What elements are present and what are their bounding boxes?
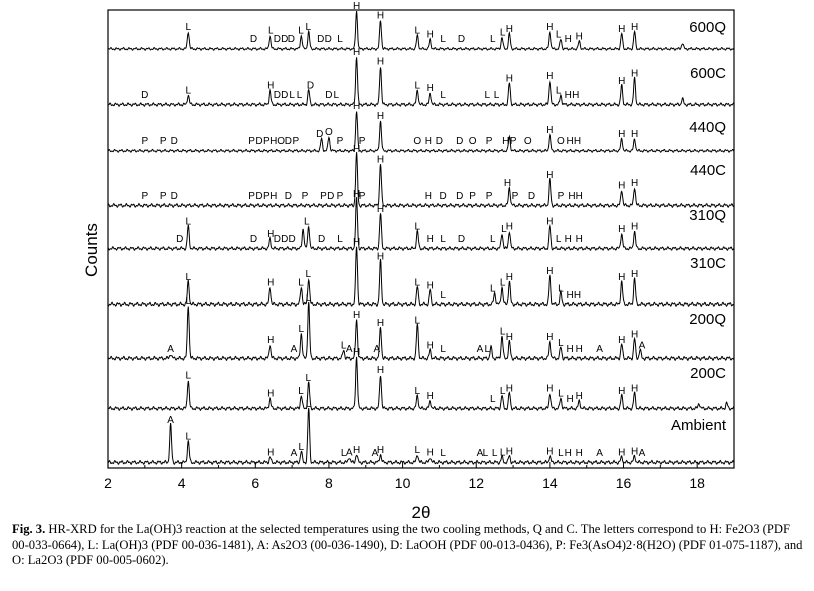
phase-label: O xyxy=(523,136,532,147)
phase-label: L xyxy=(185,431,192,443)
phase-label: H xyxy=(376,251,385,263)
phase-label: H xyxy=(546,71,554,82)
phase-label: L xyxy=(499,27,506,39)
phase-label: L xyxy=(490,283,496,295)
x-tick-label: 18 xyxy=(689,475,705,491)
phase-label: L xyxy=(490,234,496,245)
phase-label: L xyxy=(490,34,496,45)
sample-names xyxy=(671,19,727,434)
figure-caption-label: Fig. 3. xyxy=(12,522,46,536)
phase-label: P xyxy=(485,136,493,147)
phase-label: D xyxy=(317,234,326,245)
phase-label: H xyxy=(573,136,582,147)
phase-label: A xyxy=(371,448,379,459)
phase-label: L xyxy=(499,326,506,338)
phase-label: D xyxy=(273,234,282,245)
phase-label: L xyxy=(440,448,446,459)
phase-label: H xyxy=(546,446,554,458)
phase-label: H xyxy=(630,221,639,233)
phase-label: L xyxy=(298,442,305,454)
phase-label: H xyxy=(426,234,434,245)
phase-label: P xyxy=(358,136,366,147)
phase-label: H xyxy=(630,446,639,458)
phase-label: H xyxy=(503,177,512,189)
phase-label: D xyxy=(281,34,289,45)
phase-label: H xyxy=(267,229,275,240)
phase-label: H xyxy=(564,448,572,459)
phase-label: H xyxy=(270,191,278,202)
plot-frame xyxy=(108,10,734,468)
phase-label: H xyxy=(352,347,361,358)
phase-label: H xyxy=(352,444,361,456)
phase-label: H xyxy=(352,309,361,321)
phase-label: L xyxy=(185,370,192,382)
phase-label: H xyxy=(564,234,572,245)
phase-label: H xyxy=(566,136,574,147)
phase-label: D xyxy=(325,90,333,101)
phase-label: H xyxy=(426,280,434,292)
phase-label: L xyxy=(296,90,303,101)
phase-label: P xyxy=(557,191,565,202)
phase-label: L xyxy=(414,315,421,327)
phase-label: D xyxy=(456,191,464,202)
phase-label: L xyxy=(305,21,312,33)
phase-label: H xyxy=(618,447,626,459)
phase-label: P xyxy=(248,136,255,147)
phase-label: L xyxy=(185,271,192,283)
phase-label: H xyxy=(575,391,583,403)
phase-label: D xyxy=(439,191,447,202)
phase-label: L xyxy=(440,34,446,45)
phase-label: H xyxy=(376,365,385,377)
phase-label: D xyxy=(287,34,296,45)
phase-label: H xyxy=(352,237,361,248)
phase-label: H xyxy=(546,170,554,181)
phase-label: P xyxy=(159,136,167,147)
phase-label: H xyxy=(630,268,639,280)
phase-label: L xyxy=(499,277,506,289)
phase-label: L xyxy=(414,386,421,397)
phase-label: L xyxy=(305,399,312,410)
phase-label: H xyxy=(352,47,361,58)
x-tick-label: 8 xyxy=(325,475,333,491)
sample-name-440c: 440C xyxy=(690,162,726,179)
diffraction-traces xyxy=(108,11,734,464)
phase-label: L xyxy=(298,25,304,37)
x-axis-label: 2θ xyxy=(411,503,431,520)
x-tick-label: 2 xyxy=(104,475,112,491)
phase-label: H xyxy=(352,189,361,200)
phase-label: O xyxy=(468,136,477,147)
phase-label: O xyxy=(413,136,422,147)
phase-label: H xyxy=(575,191,583,202)
phase-label: D xyxy=(527,191,536,202)
phase-label: H xyxy=(426,447,434,459)
sample-name-200c: 200C xyxy=(690,365,726,382)
phase-label: L xyxy=(414,444,421,456)
phase-labels xyxy=(141,1,645,459)
phase-label: H xyxy=(630,329,639,341)
phase-label: P xyxy=(511,191,519,202)
phase-label: L xyxy=(490,394,496,405)
trace-600q xyxy=(108,11,734,50)
phase-label: P xyxy=(141,191,149,202)
phase-label: H xyxy=(352,101,361,112)
phase-label: H xyxy=(630,129,639,140)
phase-label: L xyxy=(558,337,564,349)
sample-name-600q: 600Q xyxy=(689,19,726,36)
x-tick-label: 6 xyxy=(251,475,260,491)
phase-label: L xyxy=(268,25,274,37)
phase-label: L xyxy=(555,29,562,41)
phase-label: P xyxy=(248,191,255,202)
phase-label: H xyxy=(376,444,385,456)
y-axis-label: Counts xyxy=(82,223,101,277)
phase-label: D xyxy=(170,191,178,202)
phase-label: A xyxy=(290,344,298,355)
phase-label: H xyxy=(618,75,626,87)
phase-label: L xyxy=(305,373,312,384)
phase-label: O xyxy=(557,136,565,147)
phase-label: D xyxy=(170,136,178,147)
phase-label: L xyxy=(491,448,498,459)
sample-name-600c: 600C xyxy=(690,65,726,82)
phase-label: H xyxy=(546,383,554,395)
x-tick-label: 4 xyxy=(177,475,186,491)
phase-label: L xyxy=(340,448,347,459)
x-tick-label: 12 xyxy=(468,475,485,491)
phase-label: H xyxy=(376,56,385,68)
phase-label: L xyxy=(499,447,506,459)
phase-label: H xyxy=(575,31,583,43)
phase-label: O xyxy=(277,136,285,147)
phase-label: L xyxy=(333,90,340,101)
phase-label: H xyxy=(376,318,385,330)
phase-label: D xyxy=(273,34,282,45)
phase-label: P xyxy=(262,136,270,147)
phase-label: D xyxy=(288,234,296,245)
phase-label: H xyxy=(566,344,574,355)
phase-label: L xyxy=(305,293,312,304)
phase-label: H xyxy=(566,290,574,301)
phase-label: H xyxy=(546,125,554,136)
phase-label: P xyxy=(262,191,270,202)
phase-label: H xyxy=(630,177,639,189)
phase-label: L xyxy=(499,386,506,397)
phase-label: D xyxy=(457,34,466,45)
phase-label: H xyxy=(618,335,626,346)
phase-label: H xyxy=(630,68,639,80)
phase-label: D xyxy=(176,234,184,245)
phase-label: H xyxy=(426,83,434,94)
phase-label: L xyxy=(555,85,562,97)
phase-label: P xyxy=(509,136,517,147)
phase-label: H xyxy=(426,391,434,403)
phase-label: D xyxy=(281,234,289,245)
sample-name-ambient: Ambient xyxy=(670,417,726,434)
phase-label: A xyxy=(167,344,174,355)
phase-label: A xyxy=(638,448,646,459)
phase-label: L xyxy=(440,90,446,101)
phase-label: L xyxy=(558,283,564,295)
phase-label: L xyxy=(501,224,507,235)
phase-label: L xyxy=(440,344,446,355)
phase-label: H xyxy=(573,290,582,301)
phase-label: A xyxy=(345,447,353,459)
phase-label: P xyxy=(141,136,149,147)
phase-label: D xyxy=(457,234,466,245)
phase-label: A xyxy=(596,344,603,355)
phase-label: H xyxy=(575,234,583,245)
x-tick-label: 10 xyxy=(394,475,411,491)
phase-label: L xyxy=(414,80,421,92)
phase-label: P xyxy=(358,191,366,202)
phase-label: D xyxy=(456,136,464,147)
phase-label: H xyxy=(376,154,385,166)
phase-label: L xyxy=(414,25,421,37)
phase-label: H xyxy=(618,224,626,235)
figure-caption-text: HR-XRD for the La(OH)3 reaction at the selected temperatures using the two cooling methods, Q and C. The letters correspond to H: Fe2O3 (PDF 00-033-0664), L: La(OH)3 (PDF 00-036-1481), A: As2O3 (00-036-1490), D: LaOOH (PDF 00-013-0436), P: Fe3(AsO4)2·8(H2O) (PDF 01-075-1187), and O: La2O3 (PDF 00-005-0602). xyxy=(12,522,803,567)
phase-label: L xyxy=(484,344,491,355)
phase-label: P xyxy=(301,191,309,202)
phase-label: P xyxy=(159,191,167,202)
phase-label: P xyxy=(336,191,344,202)
phase-label: H xyxy=(352,1,361,12)
phase-label: L xyxy=(440,290,446,301)
phase-label: D xyxy=(249,34,258,45)
phase-label: H xyxy=(568,191,576,202)
phase-label: L xyxy=(337,234,343,245)
phase-label: H xyxy=(618,386,626,397)
phase-label: L xyxy=(185,216,192,228)
phase-label: H xyxy=(618,180,626,192)
phase-label: H xyxy=(505,221,514,233)
phase-label: H xyxy=(575,344,583,355)
phase-label: P xyxy=(469,191,476,202)
phase-label: H xyxy=(546,332,554,344)
phase-label: H xyxy=(376,111,385,122)
phase-label: H xyxy=(575,448,583,459)
phase-label: H xyxy=(270,136,278,147)
phase-label: H xyxy=(267,447,275,459)
phase-label: L xyxy=(440,234,446,245)
phase-label: D xyxy=(435,136,444,147)
phase-label: D xyxy=(281,90,289,101)
phase-label: H xyxy=(566,394,574,405)
phase-label: H xyxy=(564,34,572,45)
phase-label: L xyxy=(414,277,421,289)
phase-label: H xyxy=(546,216,554,228)
trace-600c xyxy=(108,57,734,106)
phase-label: H xyxy=(618,271,626,283)
trace-440c xyxy=(108,152,734,207)
phase-label: P xyxy=(320,191,327,202)
sample-name-310q: 310Q xyxy=(689,207,726,224)
sample-name-440q: 440Q xyxy=(689,119,726,136)
phase-label: L xyxy=(185,85,192,97)
phase-label: A xyxy=(476,448,484,459)
phase-label: A xyxy=(373,344,381,355)
phase-label: L xyxy=(304,216,310,228)
phase-label: H xyxy=(267,335,275,346)
phase-label: D xyxy=(327,191,335,202)
phase-label: L xyxy=(558,388,564,400)
phase-label: D xyxy=(273,90,282,101)
phase-label: D xyxy=(284,191,293,202)
phase-label: L xyxy=(484,90,491,101)
phase-label: H xyxy=(564,90,572,101)
phase-label: D xyxy=(306,80,315,92)
phase-label: L xyxy=(493,90,500,101)
phase-label: H xyxy=(505,446,514,458)
phase-label: H xyxy=(376,204,385,215)
phase-label: H xyxy=(424,191,433,202)
phase-label: H xyxy=(267,388,275,400)
phase-label: L xyxy=(298,386,304,397)
phase-label: H xyxy=(505,383,514,395)
phase-label: L xyxy=(558,448,564,459)
figure-caption xyxy=(12,522,808,569)
phase-label: H xyxy=(618,129,626,140)
phase-label: H xyxy=(572,90,580,101)
phase-label: A xyxy=(167,415,174,427)
phase-label: D xyxy=(141,90,149,101)
phase-label: A xyxy=(476,344,484,355)
phase-label: D xyxy=(249,234,258,245)
trace-200c xyxy=(108,357,734,410)
sample-name-310c: 310C xyxy=(690,255,726,272)
phase-label: H xyxy=(546,266,554,277)
phase-label: H xyxy=(424,136,433,147)
phase-label: L xyxy=(340,340,347,352)
phase-label: A xyxy=(345,344,353,355)
phase-label: P xyxy=(485,191,493,202)
phase-label: L xyxy=(298,277,304,289)
phase-label: P xyxy=(336,136,344,147)
phase-label: H xyxy=(426,340,434,352)
phase-label: H xyxy=(505,23,514,35)
phase-label: H xyxy=(630,383,639,395)
phase-label: D xyxy=(255,191,263,202)
phase-label: L xyxy=(305,268,312,280)
x-axis xyxy=(104,462,705,491)
sample-name-200q: 200Q xyxy=(689,311,726,328)
phase-label: L xyxy=(337,34,343,45)
phase-label: H xyxy=(502,136,510,147)
phase-label: L xyxy=(185,295,192,307)
phase-label: H xyxy=(505,271,514,283)
x-tick-label: 14 xyxy=(542,475,558,491)
phase-label: H xyxy=(426,29,434,41)
phase-label: H xyxy=(267,277,275,289)
phase-label: H xyxy=(376,10,385,22)
phase-label: O xyxy=(325,127,333,138)
phase-label: H xyxy=(267,80,275,92)
phase-label: H xyxy=(505,332,514,344)
phase-label: A xyxy=(290,448,298,459)
phase-label: L xyxy=(414,221,421,233)
phase-label: P xyxy=(292,136,300,147)
phase-label: L xyxy=(482,448,489,459)
phase-label: D xyxy=(324,34,332,45)
phase-label: L xyxy=(289,90,295,101)
phase-label: H xyxy=(546,21,554,33)
phase-label: H xyxy=(618,23,626,35)
phase-label: A xyxy=(638,340,646,352)
phase-label: D xyxy=(255,136,263,147)
phase-label: L xyxy=(185,21,192,33)
trace-310c xyxy=(108,247,734,306)
phase-label: H xyxy=(505,73,514,85)
phase-label: L xyxy=(555,234,562,245)
phase-label: H xyxy=(630,21,639,33)
phase-label: H xyxy=(352,144,361,155)
phase-label: D xyxy=(317,34,325,45)
phase-label: D xyxy=(284,136,293,147)
phase-label: D xyxy=(316,129,324,140)
x-tick-label: 16 xyxy=(615,475,632,491)
phase-label: L xyxy=(298,323,305,335)
phase-label: A xyxy=(596,448,603,459)
